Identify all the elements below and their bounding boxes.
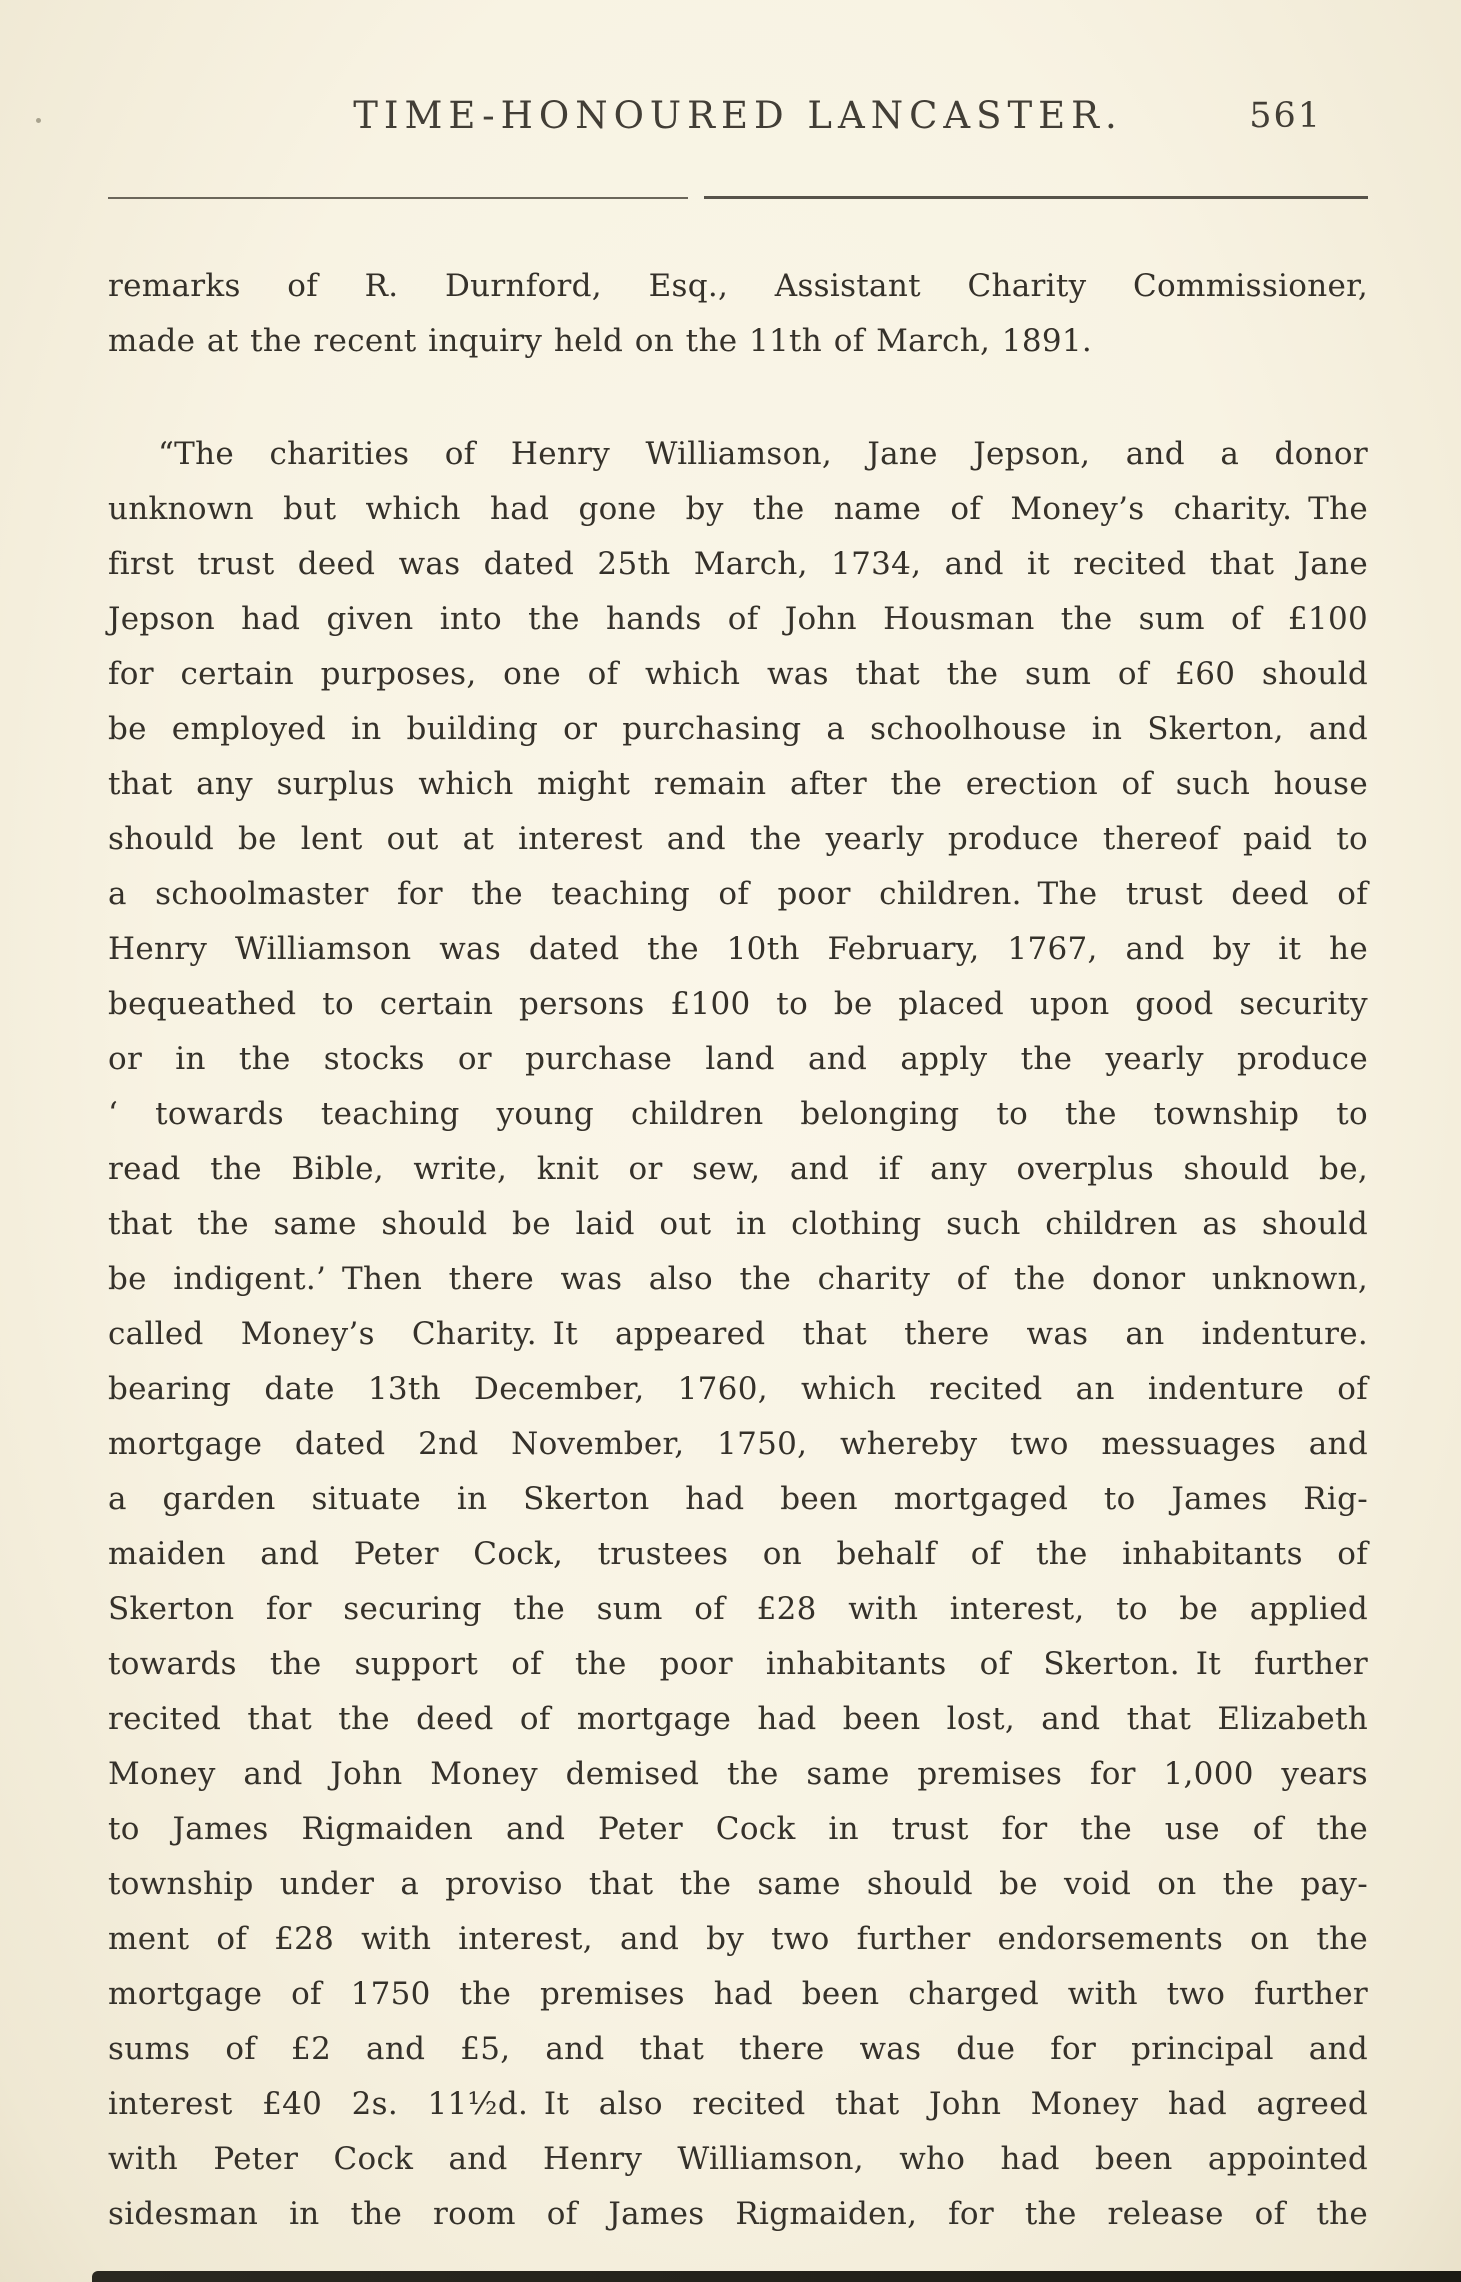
text-line: to James Rigmaiden and Peter Cock in trust for the use of the	[108, 1811, 1368, 1847]
text-line: township under a proviso that the same should be void on the pay-	[108, 1866, 1368, 1902]
bottom-scan-edge	[92, 2271, 1461, 2282]
text-line: that the same should be laid out in clothing such children as should	[108, 1206, 1368, 1242]
text-line: Henry Williamson was dated the 10th February, 1767, and by it he	[108, 931, 1368, 967]
page-title: TIME-HONOURED LANCASTER.	[353, 94, 1123, 137]
text-line: mortgage of 1750 the premises had been charged with two further	[108, 1976, 1368, 2012]
text-line: that any surplus which might remain after the erection of such house	[108, 766, 1368, 802]
text-line: called Money’s Charity. It appeared that there was an indenture.	[108, 1316, 1368, 1352]
text-line: maiden and Peter Cock, trustees on behalf of the inhabitants of	[108, 1536, 1368, 1572]
text-line: “The charities of Henry Williamson, Jane Jepson, and a donor	[158, 436, 1368, 472]
text-line: for certain purposes, one of which was that the sum of £60 should	[108, 656, 1368, 692]
text-line: recited that the deed of mortgage had been lost, and that Elizabeth	[108, 1701, 1368, 1737]
text-line: mortgage dated 2nd November, 1750, whereby two messuages and	[108, 1426, 1368, 1462]
scan-artifact-dot	[36, 118, 41, 123]
text-line: be indigent.’ Then there was also the charity of the donor unknown,	[108, 1261, 1368, 1297]
text-line: ment of £28 with interest, and by two further endorsements on the	[108, 1921, 1368, 1957]
page-header	[108, 90, 1368, 142]
text-line: be employed in building or purchasing a schoolhouse in Skerton, and	[108, 711, 1368, 747]
text-line: or in the stocks or purchase land and apply the yearly produce	[108, 1041, 1368, 1077]
text-line: remarks of R. Durnford, Esq., Assistant Charity Commissioner,	[108, 268, 1368, 304]
text-line: Skerton for securing the sum of £28 with interest, to be applied	[108, 1591, 1368, 1627]
text-line: unknown but which had gone by the name of Money’s charity. The	[108, 491, 1368, 527]
text-line: a schoolmaster for the teaching of poor children. The trust deed of	[108, 876, 1368, 912]
text-line: bearing date 13th December, 1760, which recited an indenture of	[108, 1371, 1368, 1407]
text-line: bequeathed to certain persons £100 to be placed upon good security	[108, 986, 1368, 1022]
text-line: interest £40 2s. 11½d. It also recited that John Money had agreed	[108, 2086, 1368, 2122]
text-line: a garden situate in Skerton had been mortgaged to James Rig-	[108, 1481, 1368, 1517]
paragraph	[108, 259, 1368, 369]
header-divider	[108, 196, 1368, 199]
text-line: first trust deed was dated 25th March, 1734, and it recited that Jane	[108, 546, 1368, 582]
paragraph	[108, 427, 1368, 2242]
text-line: Jepson had given into the hands of John Housman the sum of £100	[108, 601, 1368, 637]
text-line: should be lent out at interest and the yearly produce thereof paid to	[108, 821, 1368, 857]
header-divider-right-segment	[704, 196, 1368, 199]
body-text	[108, 259, 1368, 2242]
page-number: 561	[1249, 96, 1322, 136]
text-line: towards the support of the poor inhabitants of Skerton. It further	[108, 1646, 1368, 1682]
text-line: sidesman in the room of James Rigmaiden, for the release of the	[108, 2196, 1368, 2232]
text-line: ‘ towards teaching young children belonging to the township to	[108, 1096, 1368, 1132]
header-divider-left-segment	[108, 197, 688, 199]
text-line: sums of £2 and £5, and that there was due for principal and	[108, 2031, 1368, 2067]
text-line: made at the recent inquiry held on the 11th of March, 1891.	[108, 323, 1093, 359]
text-line: Money and John Money demised the same premises for 1,000 years	[108, 1756, 1368, 1792]
text-line: read the Bible, write, knit or sew, and if any overplus should be,	[108, 1151, 1368, 1187]
text-line: with Peter Cock and Henry Williamson, who had been appointed	[108, 2141, 1368, 2177]
